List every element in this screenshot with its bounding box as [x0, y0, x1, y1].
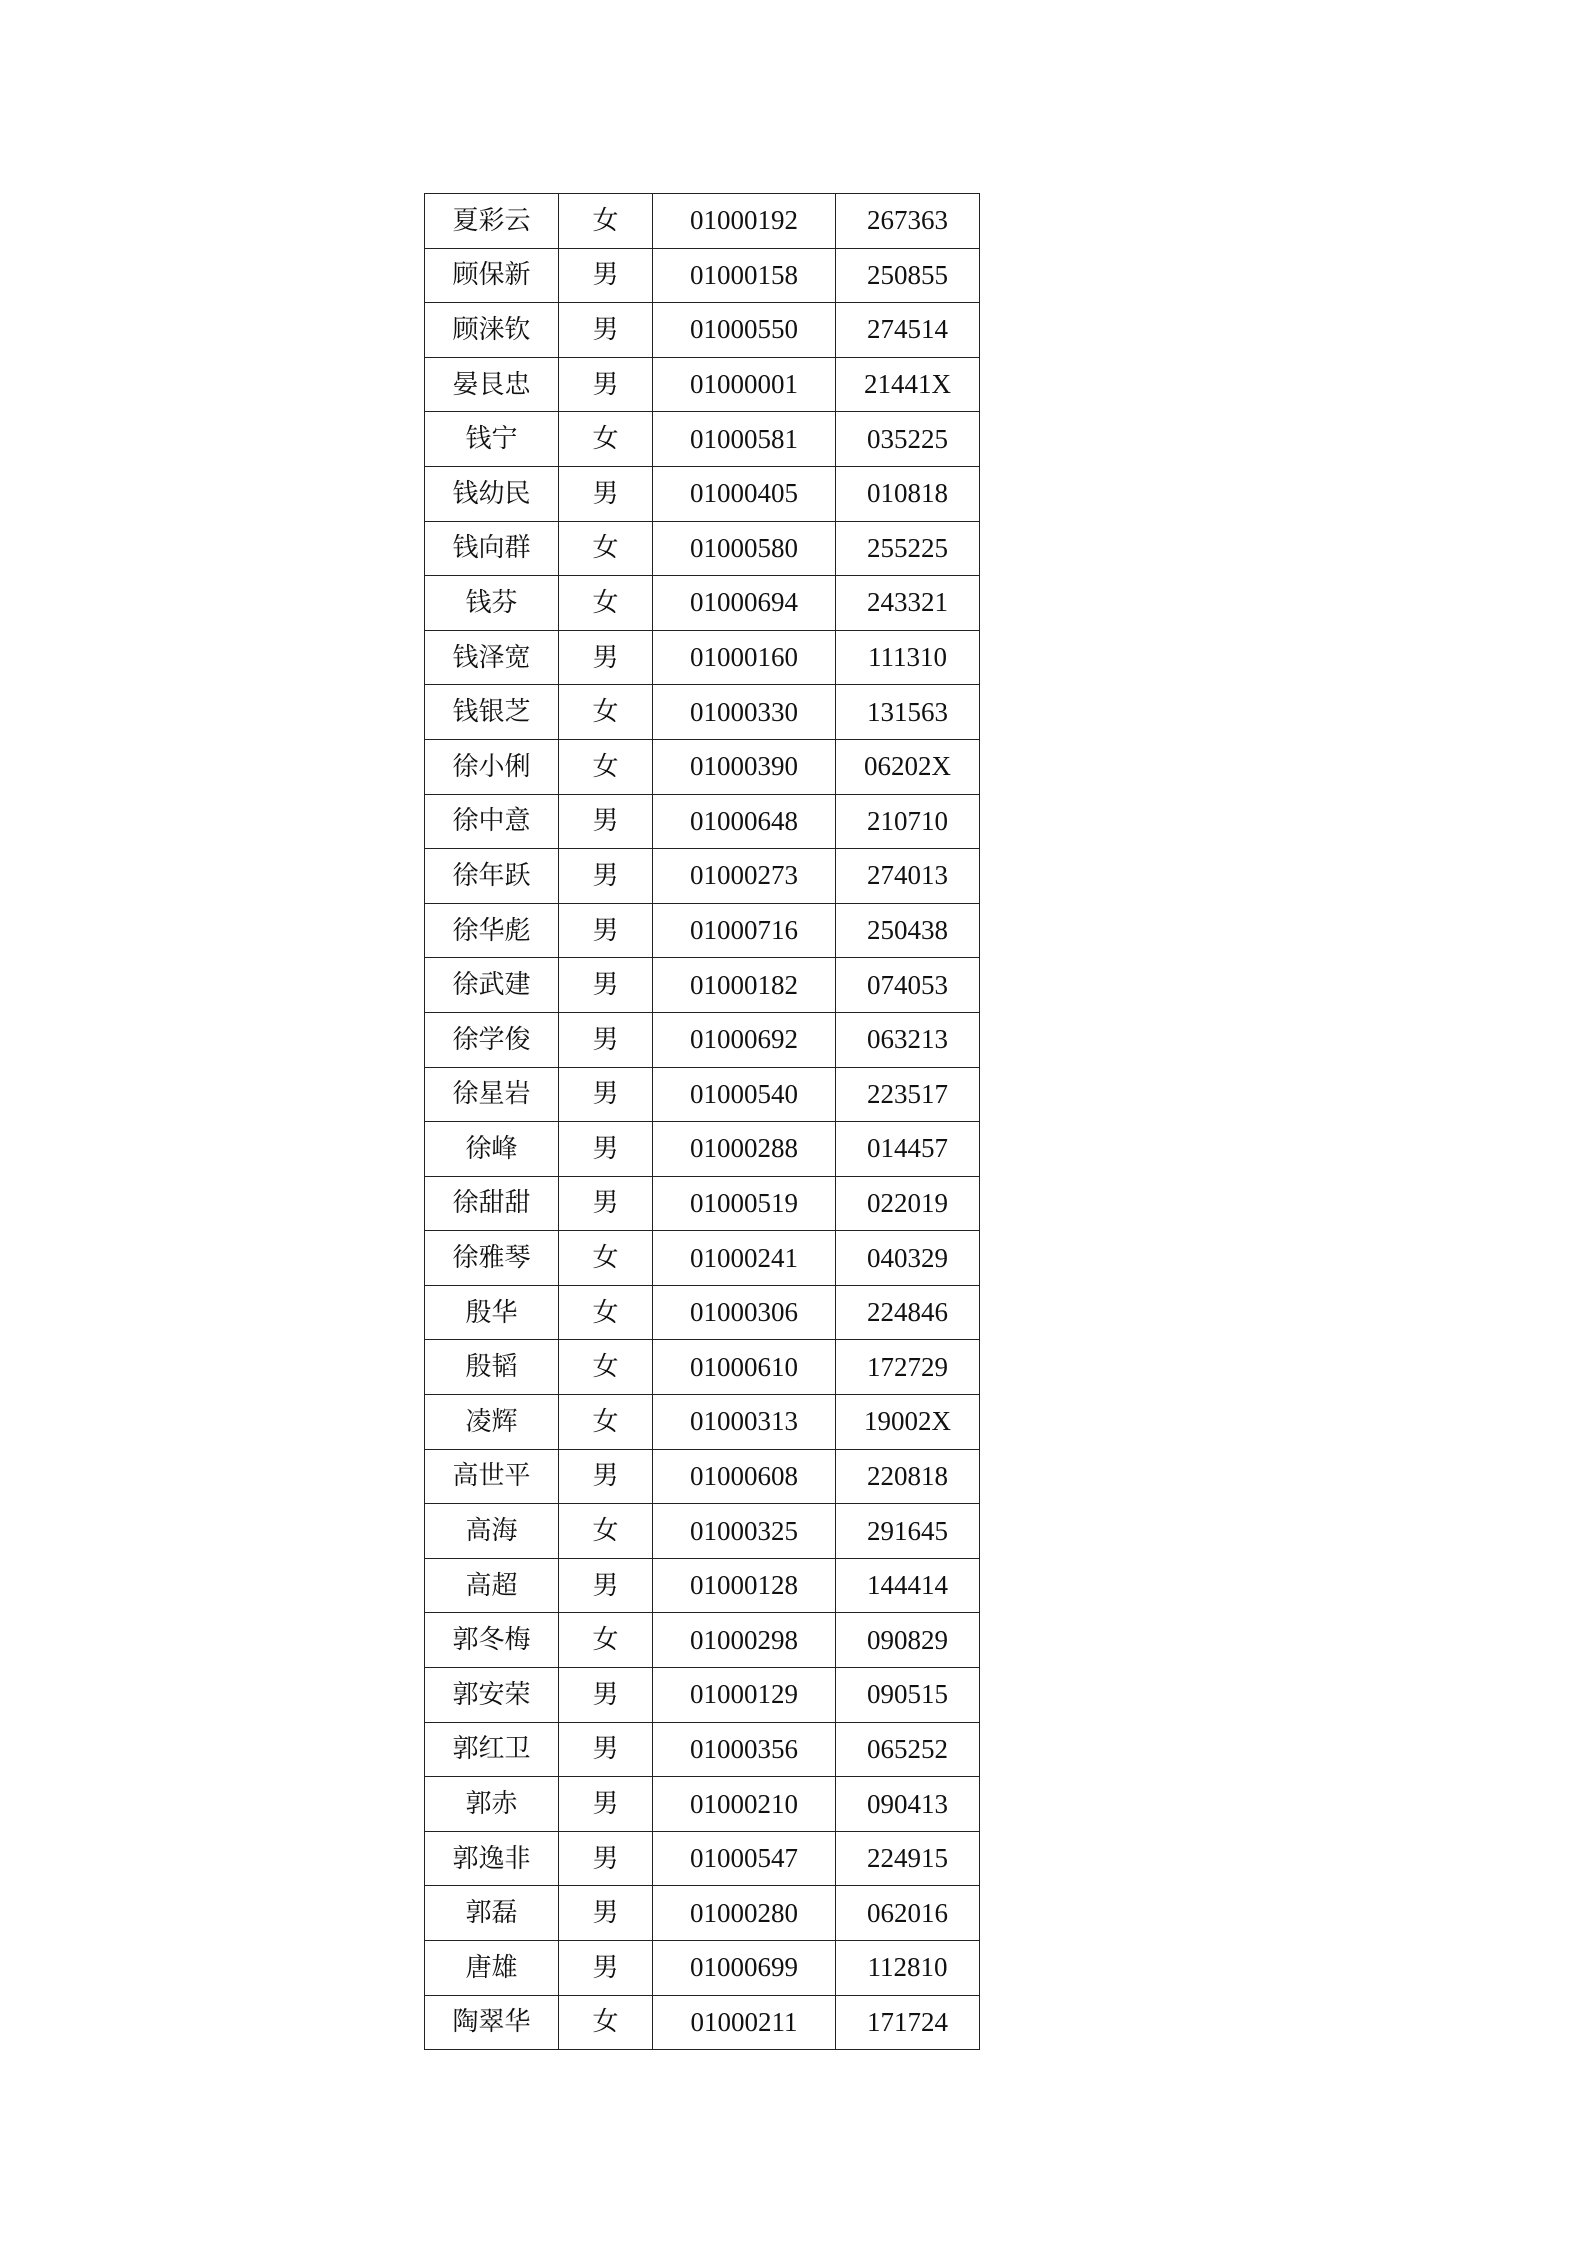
- gender-cell: 女: [559, 1340, 653, 1395]
- member-number-cell: 01000540: [653, 1067, 836, 1122]
- member-number-cell: 01000580: [653, 521, 836, 576]
- id-suffix-cell: 267363: [836, 194, 980, 249]
- member-number-cell: 01000608: [653, 1449, 836, 1504]
- id-suffix-cell: 131563: [836, 685, 980, 740]
- id-suffix-cell: 062016: [836, 1886, 980, 1941]
- gender-cell: 女: [559, 1613, 653, 1668]
- gender-cell: 男: [559, 1886, 653, 1941]
- table-row: [425, 248, 980, 303]
- gender-cell: 女: [559, 1504, 653, 1559]
- id-suffix-cell: 172729: [836, 1340, 980, 1395]
- member-number-cell: 01000280: [653, 1886, 836, 1941]
- gender-cell: 男: [559, 958, 653, 1013]
- id-suffix-cell: 090413: [836, 1777, 980, 1832]
- member-number-cell: 01000211: [653, 1995, 836, 2050]
- gender-cell: 女: [559, 576, 653, 631]
- table-row: [425, 1722, 980, 1777]
- id-suffix-cell: 224915: [836, 1831, 980, 1886]
- id-suffix-cell: 171724: [836, 1995, 980, 2050]
- table-row: [425, 685, 980, 740]
- gender-cell: 女: [559, 685, 653, 740]
- table-row: [425, 1122, 980, 1177]
- table-row: [425, 739, 980, 794]
- member-number-cell: 01000390: [653, 739, 836, 794]
- id-suffix-cell: 223517: [836, 1067, 980, 1122]
- member-number-cell: 01000182: [653, 958, 836, 1013]
- id-suffix-cell: 022019: [836, 1176, 980, 1231]
- member-number-cell: 01000547: [653, 1831, 836, 1886]
- member-number-cell: 01000210: [653, 1777, 836, 1832]
- member-number-cell: 01000158: [653, 248, 836, 303]
- person-name-cell: 徐华彪: [425, 903, 559, 958]
- table-row: [425, 1941, 980, 1996]
- person-name-cell: 凌辉: [425, 1395, 559, 1450]
- gender-cell: 男: [559, 357, 653, 412]
- gender-cell: 男: [559, 1122, 653, 1177]
- id-suffix-cell: 010818: [836, 466, 980, 521]
- member-number-cell: 01000581: [653, 412, 836, 467]
- person-name-cell: 陶翠华: [425, 1995, 559, 2050]
- gender-cell: 男: [559, 248, 653, 303]
- person-name-cell: 徐年跃: [425, 849, 559, 904]
- member-number-cell: 01000519: [653, 1176, 836, 1231]
- member-number-cell: 01000610: [653, 1340, 836, 1395]
- gender-cell: 男: [559, 903, 653, 958]
- id-suffix-cell: 274013: [836, 849, 980, 904]
- person-name-cell: 郭赤: [425, 1777, 559, 1832]
- person-name-cell: 顾涞钦: [425, 303, 559, 358]
- member-number-cell: 01000192: [653, 194, 836, 249]
- member-number-cell: 01000716: [653, 903, 836, 958]
- member-number-cell: 01000288: [653, 1122, 836, 1177]
- member-number-cell: 01000356: [653, 1722, 836, 1777]
- table-row: [425, 194, 980, 249]
- person-name-cell: 郭红卫: [425, 1722, 559, 1777]
- id-suffix-cell: 111310: [836, 630, 980, 685]
- id-suffix-cell: 250438: [836, 903, 980, 958]
- table-row: [425, 412, 980, 467]
- id-suffix-cell: 19002X: [836, 1395, 980, 1450]
- table-row: [425, 1067, 980, 1122]
- id-suffix-cell: 063213: [836, 1012, 980, 1067]
- table-row: [425, 1012, 980, 1067]
- id-suffix-cell: 224846: [836, 1285, 980, 1340]
- gender-cell: 女: [559, 1395, 653, 1450]
- member-number-cell: 01000325: [653, 1504, 836, 1559]
- id-suffix-cell: 220818: [836, 1449, 980, 1504]
- gender-cell: 男: [559, 303, 653, 358]
- table-row: [425, 849, 980, 904]
- id-suffix-cell: 035225: [836, 412, 980, 467]
- member-number-cell: 01000298: [653, 1613, 836, 1668]
- person-name-cell: 殷韬: [425, 1340, 559, 1395]
- person-name-cell: 徐星岩: [425, 1067, 559, 1122]
- member-number-cell: 01000313: [653, 1395, 836, 1450]
- gender-cell: 男: [559, 1668, 653, 1723]
- id-suffix-cell: 255225: [836, 521, 980, 576]
- member-number-cell: 01000129: [653, 1668, 836, 1723]
- id-suffix-cell: 040329: [836, 1231, 980, 1286]
- gender-cell: 女: [559, 1285, 653, 1340]
- table-row: [425, 1340, 980, 1395]
- table-row: [425, 1395, 980, 1450]
- person-name-cell: 晏艮忠: [425, 357, 559, 412]
- gender-cell: 男: [559, 1558, 653, 1613]
- member-number-cell: 01000001: [653, 357, 836, 412]
- gender-cell: 男: [559, 1067, 653, 1122]
- table-row: [425, 630, 980, 685]
- person-name-cell: 徐甜甜: [425, 1176, 559, 1231]
- id-suffix-cell: 21441X: [836, 357, 980, 412]
- person-name-cell: 高超: [425, 1558, 559, 1613]
- member-number-cell: 01000160: [653, 630, 836, 685]
- person-name-cell: 殷华: [425, 1285, 559, 1340]
- table-row: [425, 794, 980, 849]
- person-name-cell: 高世平: [425, 1449, 559, 1504]
- gender-cell: 女: [559, 412, 653, 467]
- person-name-cell: 徐小俐: [425, 739, 559, 794]
- gender-cell: 男: [559, 1722, 653, 1777]
- person-name-cell: 钱银芝: [425, 685, 559, 740]
- table-row: [425, 1777, 980, 1832]
- table-row: [425, 1668, 980, 1723]
- person-name-cell: 徐武建: [425, 958, 559, 1013]
- id-suffix-cell: 210710: [836, 794, 980, 849]
- person-name-cell: 郭安荣: [425, 1668, 559, 1723]
- id-suffix-cell: 090515: [836, 1668, 980, 1723]
- id-suffix-cell: 065252: [836, 1722, 980, 1777]
- roster-table: [424, 193, 980, 2050]
- person-name-cell: 钱向群: [425, 521, 559, 576]
- gender-cell: 男: [559, 1941, 653, 1996]
- id-suffix-cell: 291645: [836, 1504, 980, 1559]
- person-name-cell: 钱宁: [425, 412, 559, 467]
- person-name-cell: 徐中意: [425, 794, 559, 849]
- table-row: [425, 357, 980, 412]
- id-suffix-cell: 090829: [836, 1613, 980, 1668]
- gender-cell: 女: [559, 1231, 653, 1286]
- member-number-cell: 01000648: [653, 794, 836, 849]
- gender-cell: 男: [559, 466, 653, 521]
- person-name-cell: 徐峰: [425, 1122, 559, 1177]
- gender-cell: 男: [559, 1777, 653, 1832]
- person-name-cell: 钱幼民: [425, 466, 559, 521]
- table-row: [425, 466, 980, 521]
- member-number-cell: 01000692: [653, 1012, 836, 1067]
- id-suffix-cell: 06202X: [836, 739, 980, 794]
- member-number-cell: 01000128: [653, 1558, 836, 1613]
- person-name-cell: 钱泽宽: [425, 630, 559, 685]
- id-suffix-cell: 112810: [836, 1941, 980, 1996]
- id-suffix-cell: 144414: [836, 1558, 980, 1613]
- person-name-cell: 徐学俊: [425, 1012, 559, 1067]
- id-suffix-cell: 243321: [836, 576, 980, 631]
- id-suffix-cell: 274514: [836, 303, 980, 358]
- table-row: [425, 958, 980, 1013]
- gender-cell: 男: [559, 1831, 653, 1886]
- person-name-cell: 唐雄: [425, 1941, 559, 1996]
- person-name-cell: 徐雅琴: [425, 1231, 559, 1286]
- table-row: [425, 1176, 980, 1231]
- person-name-cell: 郭冬梅: [425, 1613, 559, 1668]
- member-number-cell: 01000694: [653, 576, 836, 631]
- member-number-cell: 01000550: [653, 303, 836, 358]
- person-name-cell: 高海: [425, 1504, 559, 1559]
- gender-cell: 女: [559, 1995, 653, 2050]
- person-name-cell: 顾保新: [425, 248, 559, 303]
- table-row: [425, 1558, 980, 1613]
- table-row: [425, 1995, 980, 2050]
- gender-cell: 男: [559, 1176, 653, 1231]
- gender-cell: 男: [559, 1449, 653, 1504]
- table-row: [425, 1831, 980, 1886]
- id-suffix-cell: 250855: [836, 248, 980, 303]
- id-suffix-cell: 014457: [836, 1122, 980, 1177]
- gender-cell: 男: [559, 794, 653, 849]
- roster-table-body: [425, 194, 980, 2050]
- table-row: [425, 1449, 980, 1504]
- gender-cell: 女: [559, 194, 653, 249]
- member-number-cell: 01000699: [653, 1941, 836, 1996]
- gender-cell: 男: [559, 630, 653, 685]
- gender-cell: 女: [559, 521, 653, 576]
- gender-cell: 男: [559, 1012, 653, 1067]
- table-row: [425, 576, 980, 631]
- member-number-cell: 01000273: [653, 849, 836, 904]
- person-name-cell: 郭逸非: [425, 1831, 559, 1886]
- table-row: [425, 303, 980, 358]
- gender-cell: 女: [559, 739, 653, 794]
- member-number-cell: 01000330: [653, 685, 836, 740]
- member-number-cell: 01000241: [653, 1231, 836, 1286]
- id-suffix-cell: 074053: [836, 958, 980, 1013]
- table-row: [425, 521, 980, 576]
- table-row: [425, 1504, 980, 1559]
- table-row: [425, 1231, 980, 1286]
- table-row: [425, 1886, 980, 1941]
- person-name-cell: 郭磊: [425, 1886, 559, 1941]
- table-row: [425, 1613, 980, 1668]
- member-number-cell: 01000405: [653, 466, 836, 521]
- table-row: [425, 903, 980, 958]
- gender-cell: 男: [559, 849, 653, 904]
- person-name-cell: 钱芬: [425, 576, 559, 631]
- person-name-cell: 夏彩云: [425, 194, 559, 249]
- member-number-cell: 01000306: [653, 1285, 836, 1340]
- table-row: [425, 1285, 980, 1340]
